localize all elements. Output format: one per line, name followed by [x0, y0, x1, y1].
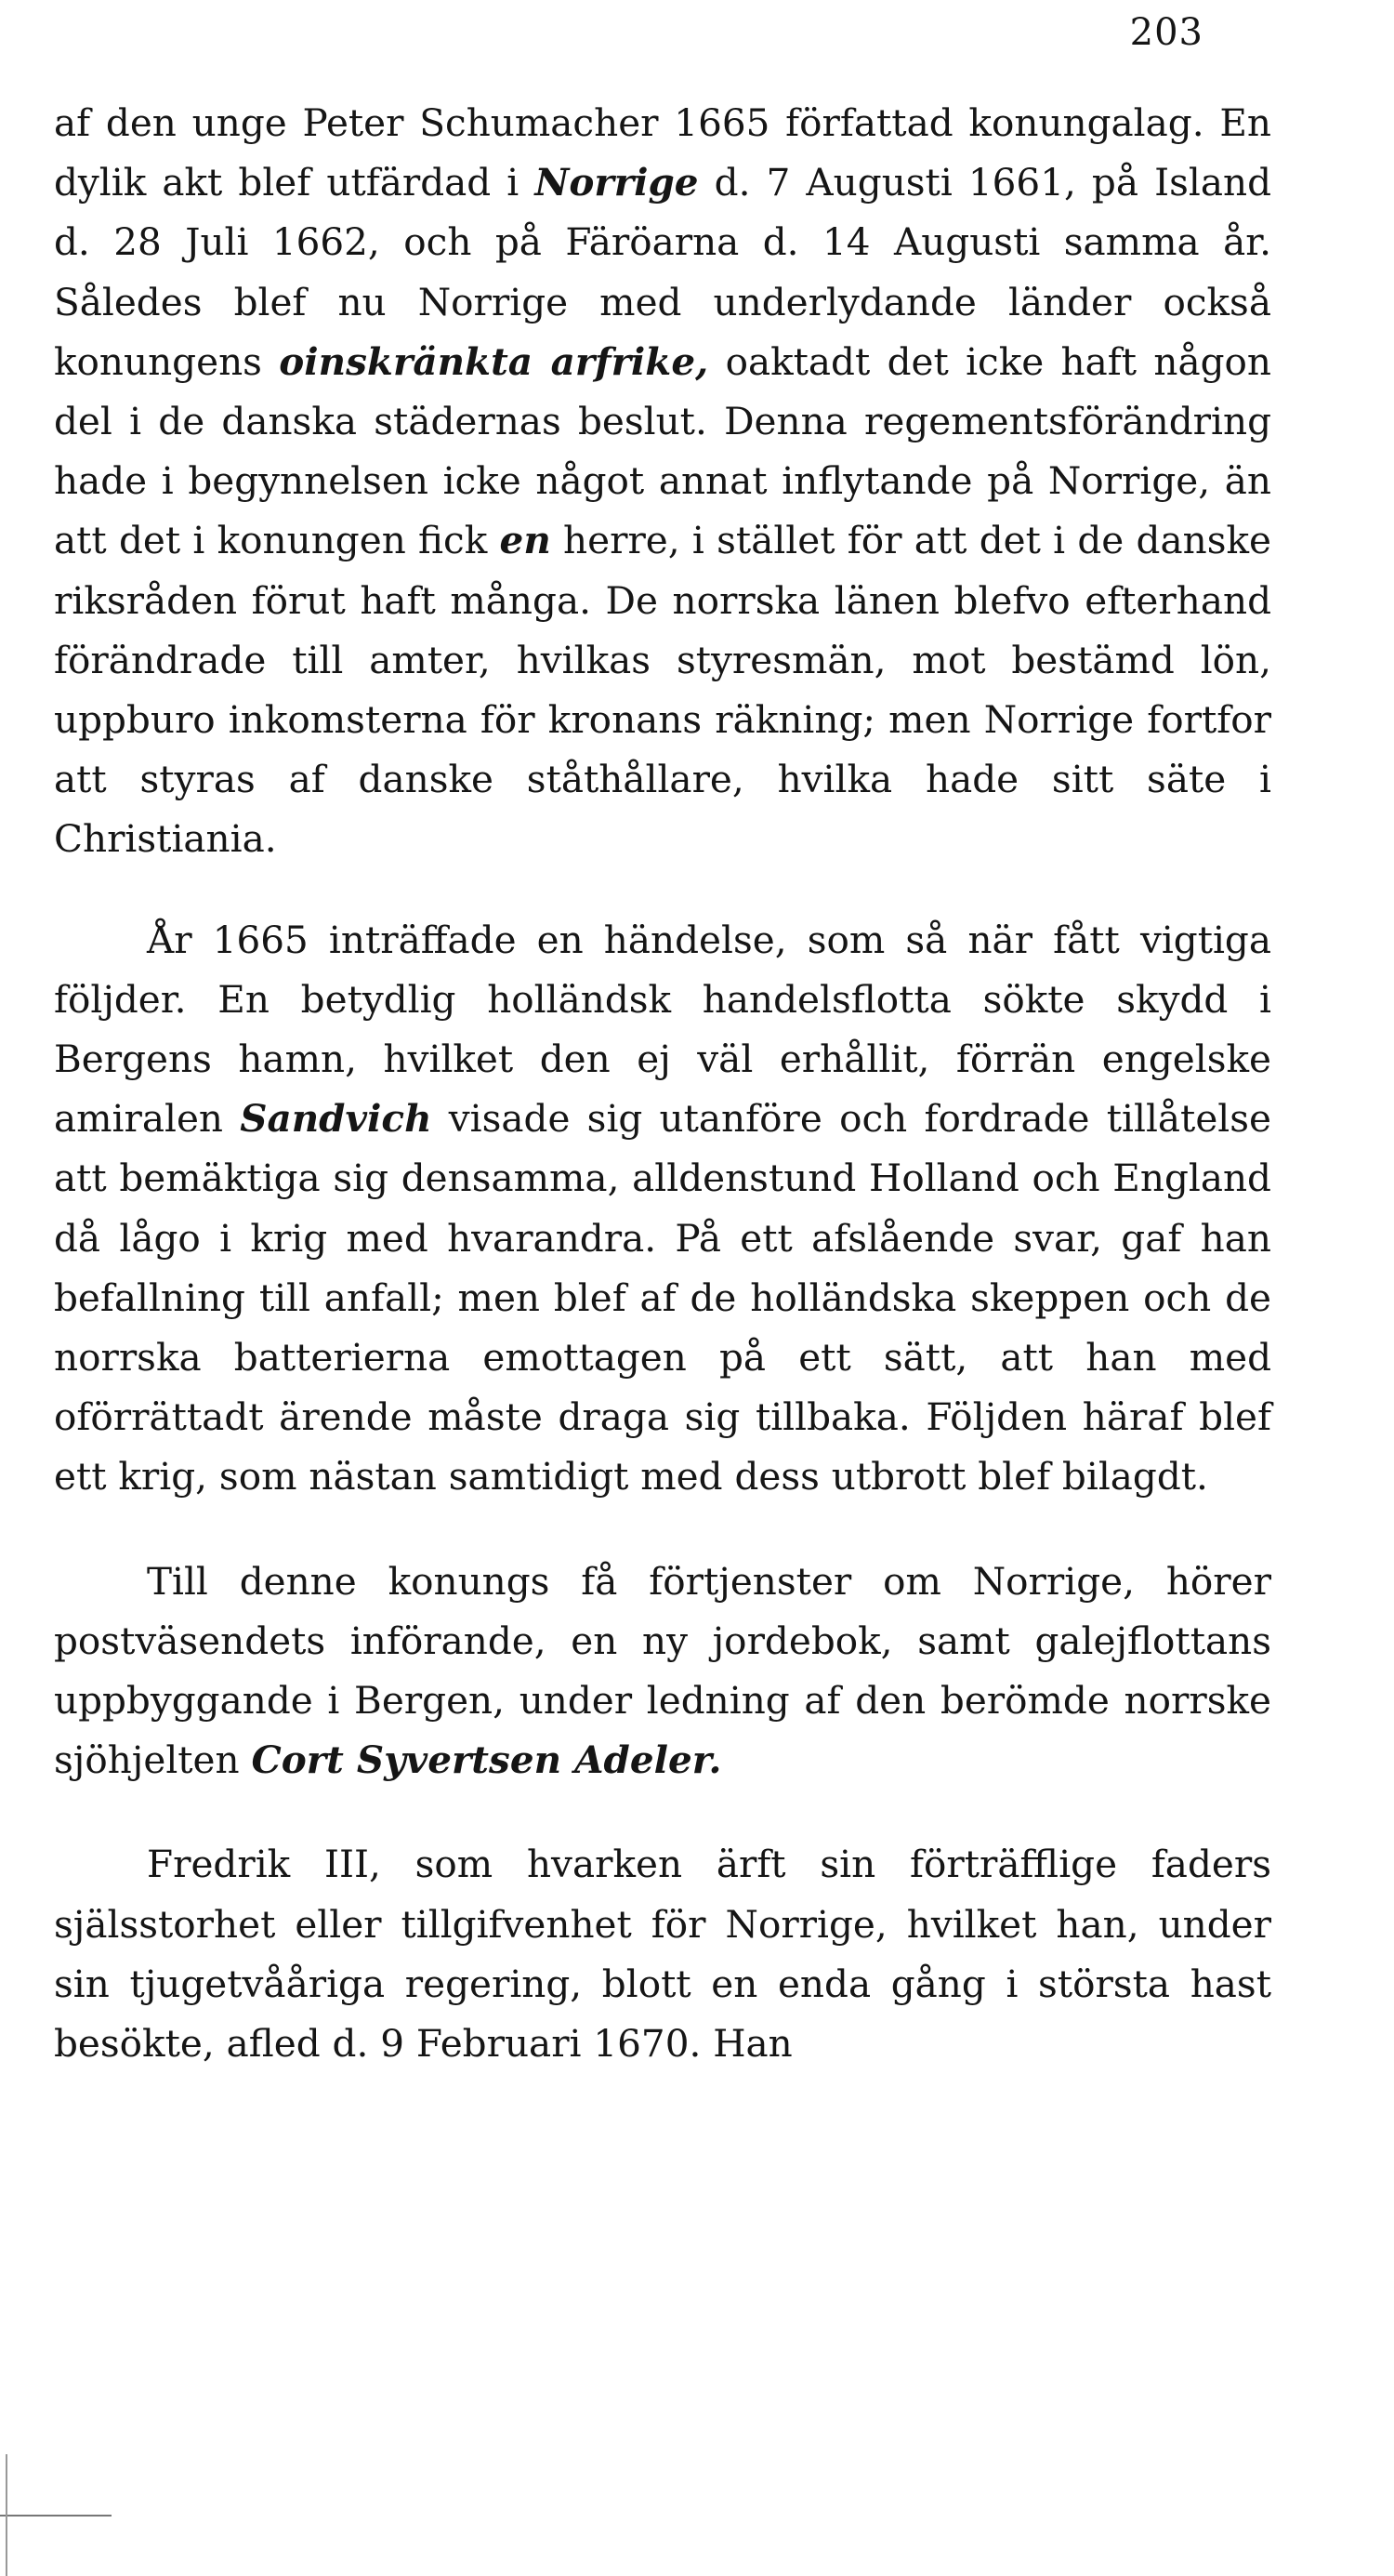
scan-edge-line [0, 2515, 112, 2517]
text-segment: af den unge Peter Schumacher 1665 författad konungalag. En dylik akt blef utfärdad i [54, 100, 1271, 205]
paragraph-2 [54, 910, 1271, 1507]
paragraph-3 [54, 1552, 1271, 1790]
text-segment: oaktadt det icke haft någon del i de danska städernas beslut. Denna regementsförändring hade i begynnelsen icke något annat inflytande på Norrige, än att det i konungen fick [54, 338, 1272, 563]
scan-edge-line-vertical [6, 2454, 7, 2576]
text-segment: d. 7 Augusti 1661, på Island d. 28 Juli 1662, och på Färöarna d. 14 Augusti samma år. Således blef nu Norrige med underlydande länder också konungens [54, 160, 1271, 384]
paragraph-4 [54, 1834, 1271, 2073]
paragraph-1 [54, 93, 1271, 869]
emphasis-sandvich: Sandvich [240, 1096, 432, 1142]
emphasis-norrige: Norrige [534, 160, 699, 205]
page-number: 203 [1129, 11, 1203, 54]
emphasis-adeler: Cort Syvertsen Adeler. [251, 1737, 722, 1783]
text-segment: visade sig utanföre och fordrade tillåtelse att bemäktiga sig densamma, alldenstund Holland och England då lågo i krig med hvarandra. På ett afslående svar, gaf han befallning till anfall; men blef af de holländska skeppen och de norrska batterierna emottagen på ett sätt, att han med oförrättadt ärende måste draga sig tillbaka. Följden häraf blef ett krig, som nästan samtidigt med dess utbrott blef bilagdt. [54, 1096, 1271, 1499]
text-segment: herre, i stället för att det i de danske riksråden förut haft många. De norrska länen blefvo efterhand förändrade till amter, hvilkas styresmän, mot bestämd lön, uppburo inkomsterna för kronans räkning; men Norrige fortfor att styras af danske ståthållare, hvilka hade sitt säte i Christiania. [54, 518, 1271, 862]
body-text [54, 93, 1271, 2073]
emphasis-arfrike: oinskränkta arfrike, [279, 338, 709, 384]
text-segment: Fredrik III, som hvarken ärft sin förträfflige faders själsstorhet eller tillgifvenhet för Norrige, hvilket han, under sin tjugetvååriga regering, blott en enda gång i största hast besökte, afled d. 9 Februari 1670. Han [54, 1842, 1271, 2067]
text-segment: År 1665 inträffade en händelse, som så när fått vigtiga följder. En betydlig holländsk handelsflotta sökte skydd i Bergens hamn, hvilket den ej väl erhållit, förrän engelske amiralen [54, 917, 1271, 1142]
text-segment: Till denne konungs få förtjenster om Norrige, hörer postväsendets införande, en ny jordebok, samt galejflottans uppbyggande i Bergen, under ledning af den berömde norrske sjöhjelten [54, 1558, 1271, 1783]
emphasis-en: en [499, 518, 551, 563]
